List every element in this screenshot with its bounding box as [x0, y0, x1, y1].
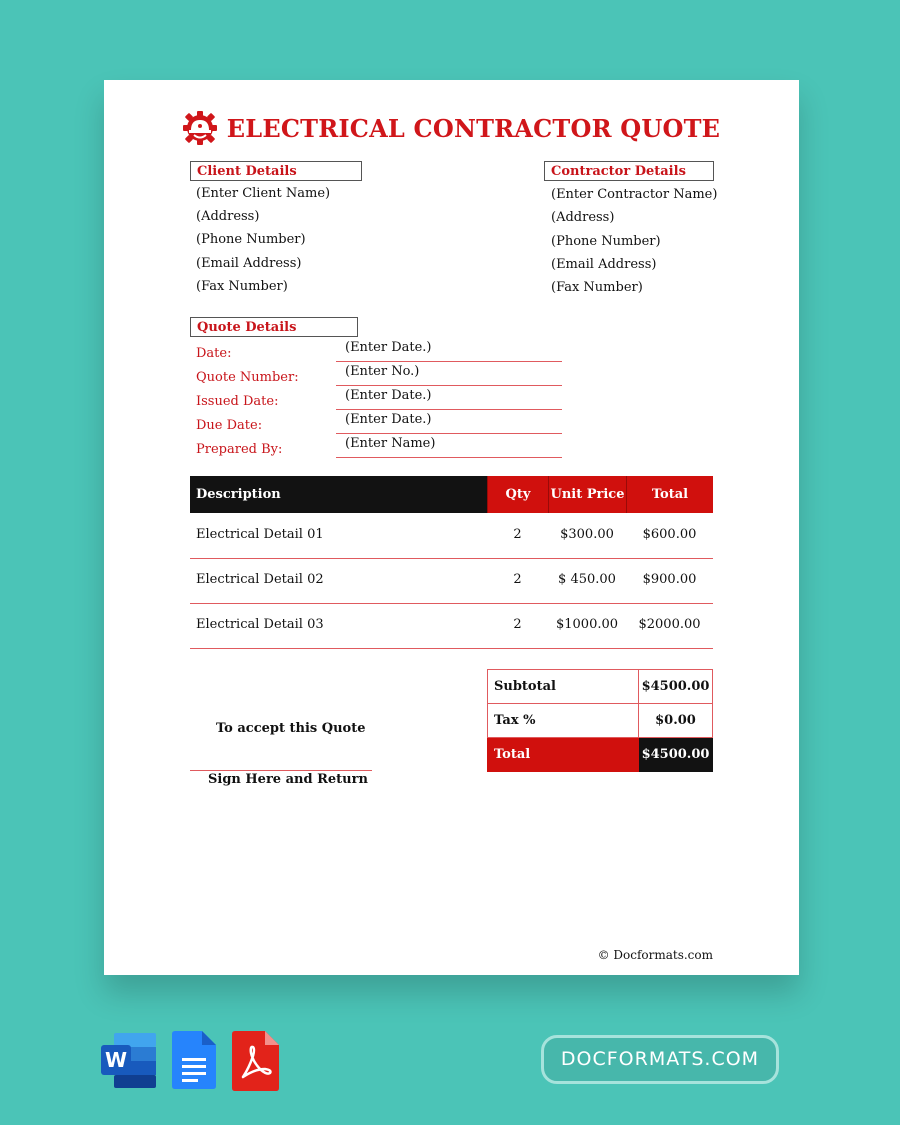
unit-price-header: Unit Price — [548, 476, 626, 513]
client-fax[interactable]: (Fax Number) — [196, 279, 288, 294]
grand-total-label: Total — [488, 738, 639, 772]
contractor-phone[interactable]: (Phone Number) — [551, 234, 661, 249]
quote-document — [104, 80, 799, 975]
sign-here-text: Sign Here and Return — [208, 772, 368, 787]
contractor-fax[interactable]: (Fax Number) — [551, 280, 643, 295]
title-row — [104, 108, 799, 148]
client-email[interactable]: (Email Address) — [196, 256, 302, 271]
item-qty[interactable]: 2 — [513, 527, 522, 542]
word-icon[interactable] — [100, 1030, 158, 1090]
total-header: Total — [626, 476, 713, 513]
tax-value[interactable]: $0.00 — [639, 704, 713, 738]
item-unit-price[interactable]: $1000.00 — [555, 617, 619, 632]
table-row — [190, 513, 713, 559]
summary-table — [487, 669, 713, 772]
client-name[interactable]: (Enter Client Name) — [196, 186, 331, 201]
item-description[interactable]: Electrical Detail 03 — [196, 617, 324, 632]
description-header: Description — [190, 476, 487, 513]
table-row — [190, 558, 713, 604]
qty-header: Qty — [487, 476, 548, 513]
item-total: $2000.00 — [638, 617, 701, 632]
page-title: ELECTRICAL CONTRACTOR QUOTE — [226, 113, 721, 143]
client-details-heading: Client Details — [190, 161, 362, 181]
date-label: Date: — [196, 346, 232, 361]
item-qty[interactable]: 2 — [513, 572, 522, 587]
subtotal-label: Subtotal — [488, 670, 639, 704]
google-docs-icon[interactable] — [171, 1030, 217, 1090]
item-total: $600.00 — [642, 527, 697, 542]
quote-number-label: Quote Number: — [196, 370, 299, 385]
word-icon-letter: W — [104, 1048, 128, 1072]
due-date-label: Due Date: — [196, 418, 263, 433]
tax-row — [488, 704, 713, 738]
item-qty[interactable]: 2 — [513, 617, 522, 632]
contractor-email[interactable]: (Email Address) — [551, 257, 657, 272]
date-field[interactable]: (Enter Date.) — [336, 338, 562, 362]
due-date-field[interactable]: (Enter Date.) — [336, 410, 562, 434]
table-row — [190, 603, 713, 649]
quote-details-heading: Quote Details — [190, 317, 358, 337]
docformats-brand-button[interactable]: DOCFORMATS.COM — [541, 1035, 779, 1084]
subtotal-value: $4500.00 — [639, 670, 713, 704]
signature-line[interactable] — [190, 770, 372, 771]
client-address[interactable]: (Address) — [196, 209, 260, 224]
issued-date-field[interactable]: (Enter Date.) — [336, 386, 562, 410]
prepared-by-label: Prepared By: — [196, 442, 283, 457]
total-row — [488, 738, 713, 772]
accept-quote-text: To accept this Quote — [216, 721, 366, 736]
subtotal-row — [488, 670, 713, 704]
client-phone[interactable]: (Phone Number) — [196, 232, 306, 247]
grand-total-value: $4500.00 — [639, 738, 713, 772]
tax-label: Tax % — [488, 704, 639, 738]
item-unit-price[interactable]: $300.00 — [560, 527, 614, 542]
items-table-header — [190, 476, 713, 513]
contractor-details-heading: Contractor Details — [544, 161, 714, 181]
item-description[interactable]: Electrical Detail 01 — [196, 527, 324, 542]
pdf-icon[interactable] — [231, 1030, 281, 1092]
item-unit-price[interactable]: $ 450.00 — [558, 572, 616, 587]
prepared-by-field[interactable]: (Enter Name) — [336, 434, 562, 458]
copyright-text: © Docformats.com — [597, 948, 713, 962]
quote-number-field[interactable]: (Enter No.) — [336, 362, 562, 386]
item-description[interactable]: Electrical Detail 02 — [196, 572, 324, 587]
issued-date-label: Issued Date: — [196, 394, 279, 409]
contractor-address[interactable]: (Address) — [551, 210, 615, 225]
contractor-helmet-gear-icon — [183, 111, 217, 145]
item-total: $900.00 — [642, 572, 697, 587]
contractor-name[interactable]: (Enter Contractor Name) — [551, 187, 718, 202]
